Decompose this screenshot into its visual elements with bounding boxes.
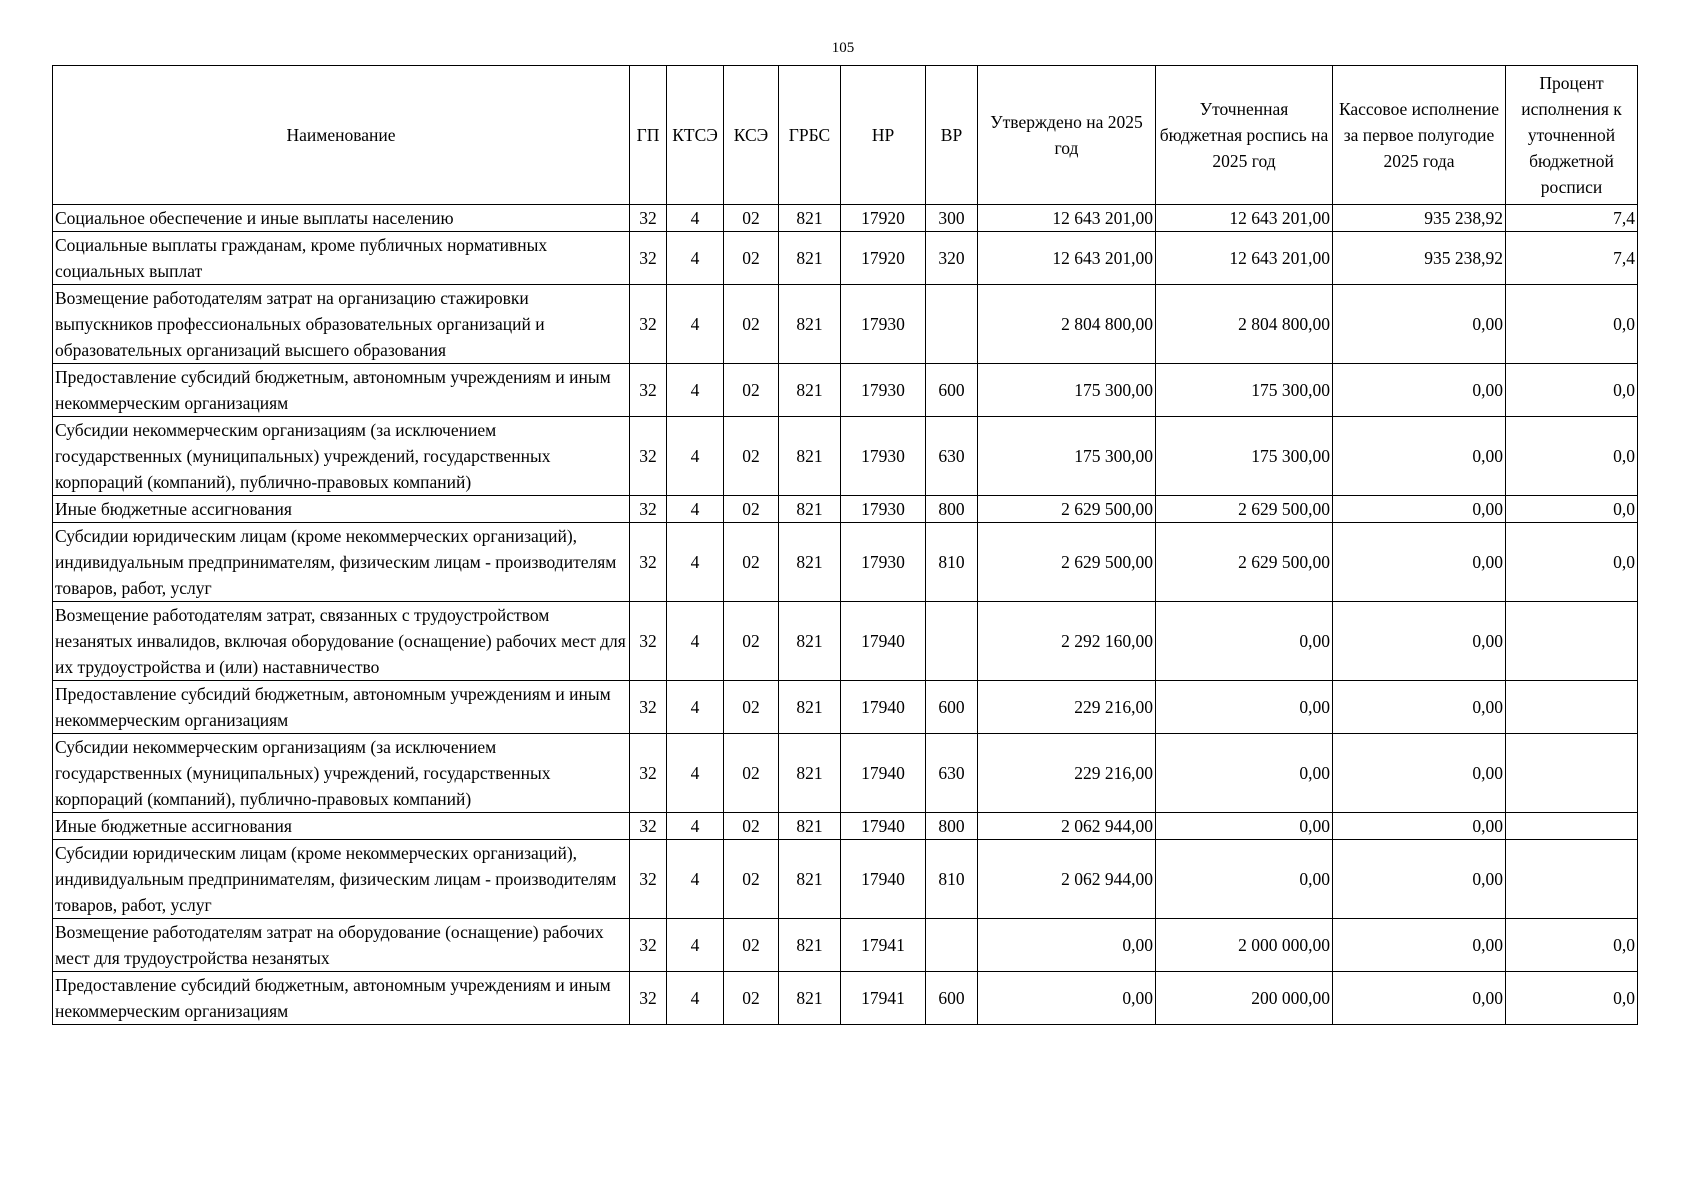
cell-kse: 02 [724,919,779,972]
cell-kse: 02 [724,364,779,417]
header-percent: Процент исполнения к уточненной бюджетной росписи [1506,66,1638,205]
cell-name: Возмещение работодателям затрат на оборудование (оснащение) рабочих мест для трудоустройства незанятых [53,919,630,972]
cell-ktse: 4 [667,972,724,1025]
cell-grbs: 821 [779,813,841,840]
header-approved: Утверждено на 2025 год [978,66,1156,205]
cell-name: Социальные выплаты гражданам, кроме публичных нормативных социальных выплат [53,232,630,285]
cell-kse: 02 [724,602,779,681]
cell-refined: 200 000,00 [1156,972,1333,1025]
cell-gp: 32 [630,972,667,1025]
cell-np: 17941 [841,972,926,1025]
cell-kse: 02 [724,840,779,919]
table-row [53,602,1638,681]
table-row [53,734,1638,813]
cell-cash: 0,00 [1333,523,1506,602]
cell-kse: 02 [724,972,779,1025]
table-row [53,813,1638,840]
cell-ktse: 4 [667,496,724,523]
cell-gp: 32 [630,681,667,734]
cell-percent [1506,602,1638,681]
cell-grbs: 821 [779,232,841,285]
cell-ktse: 4 [667,813,724,840]
cell-gp: 32 [630,205,667,232]
cell-gp: 32 [630,840,667,919]
cell-np: 17940 [841,840,926,919]
cell-np: 17941 [841,919,926,972]
cell-np: 17940 [841,813,926,840]
cell-refined: 0,00 [1156,681,1333,734]
cell-np: 17940 [841,602,926,681]
table-row [53,972,1638,1025]
cell-gp: 32 [630,364,667,417]
cell-vr: 810 [926,523,978,602]
cell-percent: 7,4 [1506,205,1638,232]
cell-approved: 12 643 201,00 [978,232,1156,285]
cell-grbs: 821 [779,919,841,972]
cell-cash: 935 238,92 [1333,232,1506,285]
cell-name: Субсидии юридическим лицам (кроме некоммерческих организаций), индивидуальным предпринимателям, физическим лицам - производителям товаров, работ, услуг [53,840,630,919]
cell-name: Предоставление субсидий бюджетным, автономным учреждениям и иным некоммерческим организациям [53,972,630,1025]
cell-cash: 0,00 [1333,734,1506,813]
cell-np: 17930 [841,364,926,417]
cell-ktse: 4 [667,417,724,496]
cell-vr [926,919,978,972]
header-vr: ВР [926,66,978,205]
header-np: НР [841,66,926,205]
cell-percent [1506,734,1638,813]
cell-vr: 320 [926,232,978,285]
cell-kse: 02 [724,232,779,285]
cell-approved: 12 643 201,00 [978,205,1156,232]
cell-vr: 630 [926,734,978,813]
cell-grbs: 821 [779,285,841,364]
cell-name: Предоставление субсидий бюджетным, автономным учреждениям и иным некоммерческим организациям [53,364,630,417]
cell-gp: 32 [630,496,667,523]
cell-approved: 2 062 944,00 [978,813,1156,840]
cell-vr: 800 [926,496,978,523]
cell-cash: 0,00 [1333,813,1506,840]
cell-ktse: 4 [667,205,724,232]
cell-kse: 02 [724,523,779,602]
cell-gp: 32 [630,602,667,681]
cell-vr: 600 [926,972,978,1025]
cell-ktse: 4 [667,232,724,285]
cell-ktse: 4 [667,681,724,734]
cell-kse: 02 [724,734,779,813]
cell-cash: 0,00 [1333,602,1506,681]
cell-kse: 02 [724,417,779,496]
cell-approved: 175 300,00 [978,417,1156,496]
header-name: Наименование [53,66,630,205]
table-row [53,496,1638,523]
cell-percent: 0,0 [1506,364,1638,417]
cell-name: Возмещение работодателям затрат, связанных с трудоустройством незанятых инвалидов, включая оборудование (оснащение) рабочих мест для их трудоустройства и (или) наставничество [53,602,630,681]
cell-np: 17930 [841,417,926,496]
cell-np: 17930 [841,285,926,364]
cell-vr: 600 [926,364,978,417]
cell-approved: 2 629 500,00 [978,496,1156,523]
header-refined: Уточненная бюджетная роспись на 2025 год [1156,66,1333,205]
cell-name: Иные бюджетные ассигнования [53,813,630,840]
cell-approved: 175 300,00 [978,364,1156,417]
cell-name: Иные бюджетные ассигнования [53,496,630,523]
cell-kse: 02 [724,205,779,232]
cell-ktse: 4 [667,602,724,681]
header-grbs: ГРБС [779,66,841,205]
cell-refined: 12 643 201,00 [1156,205,1333,232]
header-cash: Кассовое исполнение за первое полугодие 2025 года [1333,66,1506,205]
cell-refined: 2 804 800,00 [1156,285,1333,364]
cell-np: 17940 [841,681,926,734]
cell-grbs: 821 [779,205,841,232]
cell-percent: 0,0 [1506,496,1638,523]
cell-name: Субсидии юридическим лицам (кроме некоммерческих организаций), индивидуальным предпринимателям, физическим лицам - производителям товаров, работ, услуг [53,523,630,602]
cell-cash: 0,00 [1333,364,1506,417]
table-row [53,364,1638,417]
cell-cash: 0,00 [1333,285,1506,364]
cell-refined: 0,00 [1156,840,1333,919]
cell-name: Предоставление субсидий бюджетным, автономным учреждениям и иным некоммерческим организациям [53,681,630,734]
cell-percent: 0,0 [1506,417,1638,496]
cell-kse: 02 [724,285,779,364]
table-row [53,840,1638,919]
cell-percent: 0,0 [1506,919,1638,972]
cell-percent [1506,840,1638,919]
cell-np: 17940 [841,734,926,813]
cell-vr: 800 [926,813,978,840]
cell-approved: 2 292 160,00 [978,602,1156,681]
cell-ktse: 4 [667,364,724,417]
cell-grbs: 821 [779,734,841,813]
cell-refined: 175 300,00 [1156,417,1333,496]
cell-ktse: 4 [667,285,724,364]
cell-vr: 300 [926,205,978,232]
cell-gp: 32 [630,285,667,364]
cell-grbs: 821 [779,364,841,417]
cell-np: 17920 [841,232,926,285]
table-row [53,205,1638,232]
header-row [53,66,1638,205]
cell-percent: 0,0 [1506,972,1638,1025]
cell-approved: 2 804 800,00 [978,285,1156,364]
cell-cash: 0,00 [1333,840,1506,919]
cell-refined: 175 300,00 [1156,364,1333,417]
budget-table [52,65,1638,1025]
cell-percent: 7,4 [1506,232,1638,285]
table-row [53,285,1638,364]
cell-gp: 32 [630,523,667,602]
cell-cash: 0,00 [1333,417,1506,496]
cell-approved: 2 062 944,00 [978,840,1156,919]
page-number: 105 [831,40,855,56]
cell-np: 17920 [841,205,926,232]
header-ktse: КТСЭ [667,66,724,205]
cell-name: Социальное обеспечение и иные выплаты населению [53,205,630,232]
cell-approved: 229 216,00 [978,681,1156,734]
cell-ktse: 4 [667,734,724,813]
cell-refined: 2 629 500,00 [1156,496,1333,523]
cell-grbs: 821 [779,681,841,734]
cell-refined: 0,00 [1156,602,1333,681]
cell-gp: 32 [630,417,667,496]
cell-refined: 2 000 000,00 [1156,919,1333,972]
cell-kse: 02 [724,496,779,523]
cell-name: Субсидии некоммерческим организациям (за исключением государственных (муниципальных) учреждений, государственных корпораций (компаний), публично-правовых компаний) [53,417,630,496]
cell-kse: 02 [724,813,779,840]
cell-percent [1506,813,1638,840]
cell-gp: 32 [630,734,667,813]
cell-vr [926,285,978,364]
header-gp: ГП [630,66,667,205]
cell-vr: 810 [926,840,978,919]
cell-approved: 229 216,00 [978,734,1156,813]
cell-gp: 32 [630,232,667,285]
table-row [53,919,1638,972]
table-row [53,523,1638,602]
cell-name: Возмещение работодателям затрат на организацию стажировки выпускников профессиональных образовательных организаций и образовательных организаций высшего образования [53,285,630,364]
cell-vr [926,602,978,681]
cell-cash: 0,00 [1333,919,1506,972]
cell-refined: 0,00 [1156,734,1333,813]
cell-grbs: 821 [779,972,841,1025]
cell-name: Субсидии некоммерческим организациям (за исключением государственных (муниципальных) учреждений, государственных корпораций (компаний), публично-правовых компаний) [53,734,630,813]
cell-refined: 12 643 201,00 [1156,232,1333,285]
cell-np: 17930 [841,523,926,602]
cell-cash: 0,00 [1333,972,1506,1025]
cell-kse: 02 [724,681,779,734]
cell-cash: 0,00 [1333,496,1506,523]
cell-ktse: 4 [667,840,724,919]
cell-approved: 0,00 [978,972,1156,1025]
cell-ktse: 4 [667,523,724,602]
cell-percent: 0,0 [1506,523,1638,602]
cell-cash: 0,00 [1333,681,1506,734]
cell-cash: 935 238,92 [1333,205,1506,232]
cell-percent: 0,0 [1506,285,1638,364]
cell-gp: 32 [630,919,667,972]
cell-vr: 630 [926,417,978,496]
cell-vr: 600 [926,681,978,734]
cell-gp: 32 [630,813,667,840]
cell-grbs: 821 [779,602,841,681]
cell-approved: 0,00 [978,919,1156,972]
cell-ktse: 4 [667,919,724,972]
cell-refined: 2 629 500,00 [1156,523,1333,602]
table-row [53,681,1638,734]
table-row [53,232,1638,285]
cell-approved: 2 629 500,00 [978,523,1156,602]
cell-grbs: 821 [779,417,841,496]
cell-grbs: 821 [779,496,841,523]
header-kse: КСЭ [724,66,779,205]
cell-refined: 0,00 [1156,813,1333,840]
cell-grbs: 821 [779,523,841,602]
cell-percent [1506,681,1638,734]
cell-grbs: 821 [779,840,841,919]
table-row [53,417,1638,496]
cell-np: 17930 [841,496,926,523]
